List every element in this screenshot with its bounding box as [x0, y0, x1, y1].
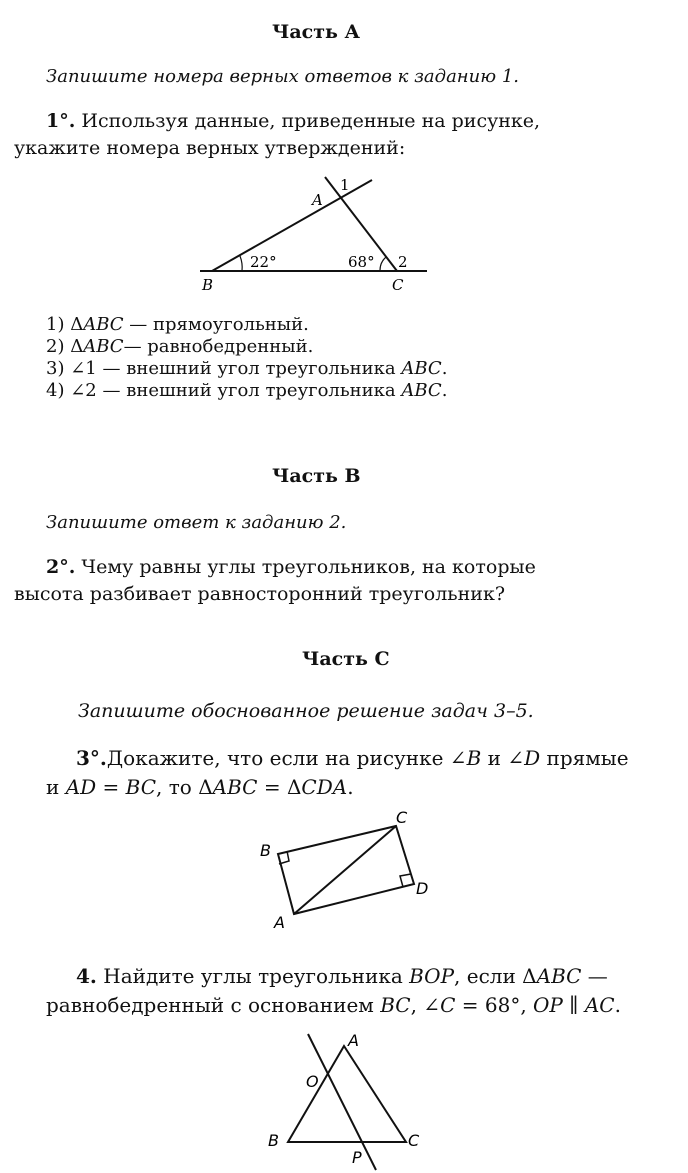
- task-4-text-part: ∥: [562, 993, 585, 1017]
- label-o: O: [306, 1072, 319, 1091]
- task-4-text-part: , если Δ: [454, 964, 537, 988]
- task-4-text-part: C: [440, 993, 456, 1017]
- statement-3: [46, 358, 447, 380]
- statement-1: [46, 314, 447, 336]
- triangle-name: ABC: [83, 336, 124, 357]
- task-4-text-part: AC: [584, 993, 615, 1017]
- angle-b-arc: [240, 256, 242, 271]
- part-c-heading: Часть С: [302, 648, 390, 670]
- statement-text: — прямоугольный.: [123, 314, 309, 335]
- task-3-text-part: , то Δ: [156, 775, 213, 799]
- label-c: C: [396, 808, 408, 827]
- task-3-text-part: ABC: [212, 775, 258, 799]
- task-1-number: 1°.: [46, 110, 76, 132]
- task-3-text-part: BC: [125, 775, 157, 799]
- task-4-text-part: = 68°,: [455, 993, 534, 1017]
- task-3-figure: [250, 800, 440, 936]
- label-b: B: [202, 276, 214, 294]
- statement-text: — равнобедренный.: [123, 336, 314, 357]
- task-3-text: [46, 744, 676, 802]
- task-4-text-part: .: [614, 993, 621, 1017]
- task-3-text-part: и: [46, 775, 66, 799]
- triangle-symbol: Δ: [70, 336, 84, 357]
- angle-c-arc: [380, 257, 386, 271]
- label-1: 1: [340, 176, 350, 194]
- task-1-line2: укажите номера верных утверждений:: [14, 137, 406, 159]
- task-4-text-part: —: [581, 964, 608, 988]
- angle-b-value: 22°: [250, 253, 277, 271]
- part-a-instruction: Запишите номера верных ответов к заданию 1.: [46, 66, 519, 87]
- task-3-text-part: D: [524, 746, 541, 770]
- task-4-text-part: равнобедренный с основанием: [46, 993, 381, 1017]
- label-a: A: [348, 1031, 359, 1050]
- label-b: B: [268, 1131, 279, 1150]
- task-1-line1: Используя данные, приведенные на рисунке,: [81, 110, 541, 132]
- label-a: A: [312, 191, 323, 209]
- part-a-heading: Часть А: [272, 21, 360, 43]
- label-p: P: [352, 1148, 362, 1167]
- label-c: C: [392, 276, 404, 294]
- statement-4: [46, 380, 447, 402]
- task-3-text-part: .: [347, 775, 354, 799]
- task-3-text-part: B: [466, 746, 482, 770]
- statement-end: .: [441, 358, 448, 379]
- task-3-text-part: AD: [65, 775, 97, 799]
- task-4-number: 4.: [76, 964, 97, 988]
- task-3-text-part: CDA: [301, 775, 348, 799]
- part-b-instruction: Запишите ответ к заданию 2.: [46, 512, 347, 533]
- label-c: C: [408, 1131, 420, 1150]
- triangle-abc: [288, 1046, 406, 1142]
- triangle-symbol: Δ: [70, 314, 84, 335]
- statement-number: 4): [46, 380, 65, 401]
- task-3-text-part: = Δ: [257, 775, 302, 799]
- angle-c-value: 68°: [348, 253, 375, 271]
- task-4-text: [46, 962, 676, 1020]
- task-3-text-part: =: [96, 775, 126, 799]
- statement-text: ∠2 — внешний угол треугольника: [70, 380, 402, 401]
- triangle-name: ABC: [401, 380, 442, 401]
- task-4-text-part: ABC: [536, 964, 582, 988]
- triangle-name: ABC: [83, 314, 124, 335]
- statement-2: [46, 336, 447, 358]
- task-3-text-part: и ∠: [481, 746, 525, 770]
- task-1-figure: [190, 168, 440, 294]
- task-2-line2: высота разбивает равносторонний треугольник?: [14, 583, 506, 605]
- task-4-text-part: Найдите углы треугольника: [103, 964, 410, 988]
- label-b: B: [260, 841, 271, 860]
- part-c-instruction: Запишите обоснованное решение задач 3–5.: [78, 700, 534, 722]
- task-4-text-part: OP: [533, 993, 563, 1017]
- task-4-text-part: , ∠: [410, 993, 441, 1017]
- task-4-figure: [260, 1030, 430, 1173]
- task-1-text: [14, 108, 674, 162]
- statement-number: 2): [46, 336, 65, 357]
- statement-number: 1): [46, 314, 65, 335]
- task-4-text-part: BC: [380, 993, 411, 1017]
- task-3-number: 3°.: [76, 746, 107, 770]
- task-3-text-part: прямые: [540, 746, 629, 770]
- task-3-text-part: Докажите, что если на рисунке ∠: [106, 746, 467, 770]
- statements-list: [46, 314, 447, 402]
- statement-number: 3): [46, 358, 65, 379]
- task-2-number: 2°.: [46, 556, 76, 578]
- triangle-name: ABC: [401, 358, 442, 379]
- task-2-line1: Чему равны углы треугольников, на которые: [81, 556, 536, 578]
- label-a: A: [274, 913, 285, 932]
- statement-text: ∠1 — внешний угол треугольника: [70, 358, 402, 379]
- statement-end: .: [441, 380, 448, 401]
- part-b-heading: Часть В: [272, 465, 361, 487]
- label-2: 2: [398, 253, 408, 271]
- task-2-text: [14, 554, 674, 608]
- line-op: [308, 1034, 376, 1170]
- label-d: D: [416, 879, 429, 898]
- task-4-text-part: BOP: [409, 964, 455, 988]
